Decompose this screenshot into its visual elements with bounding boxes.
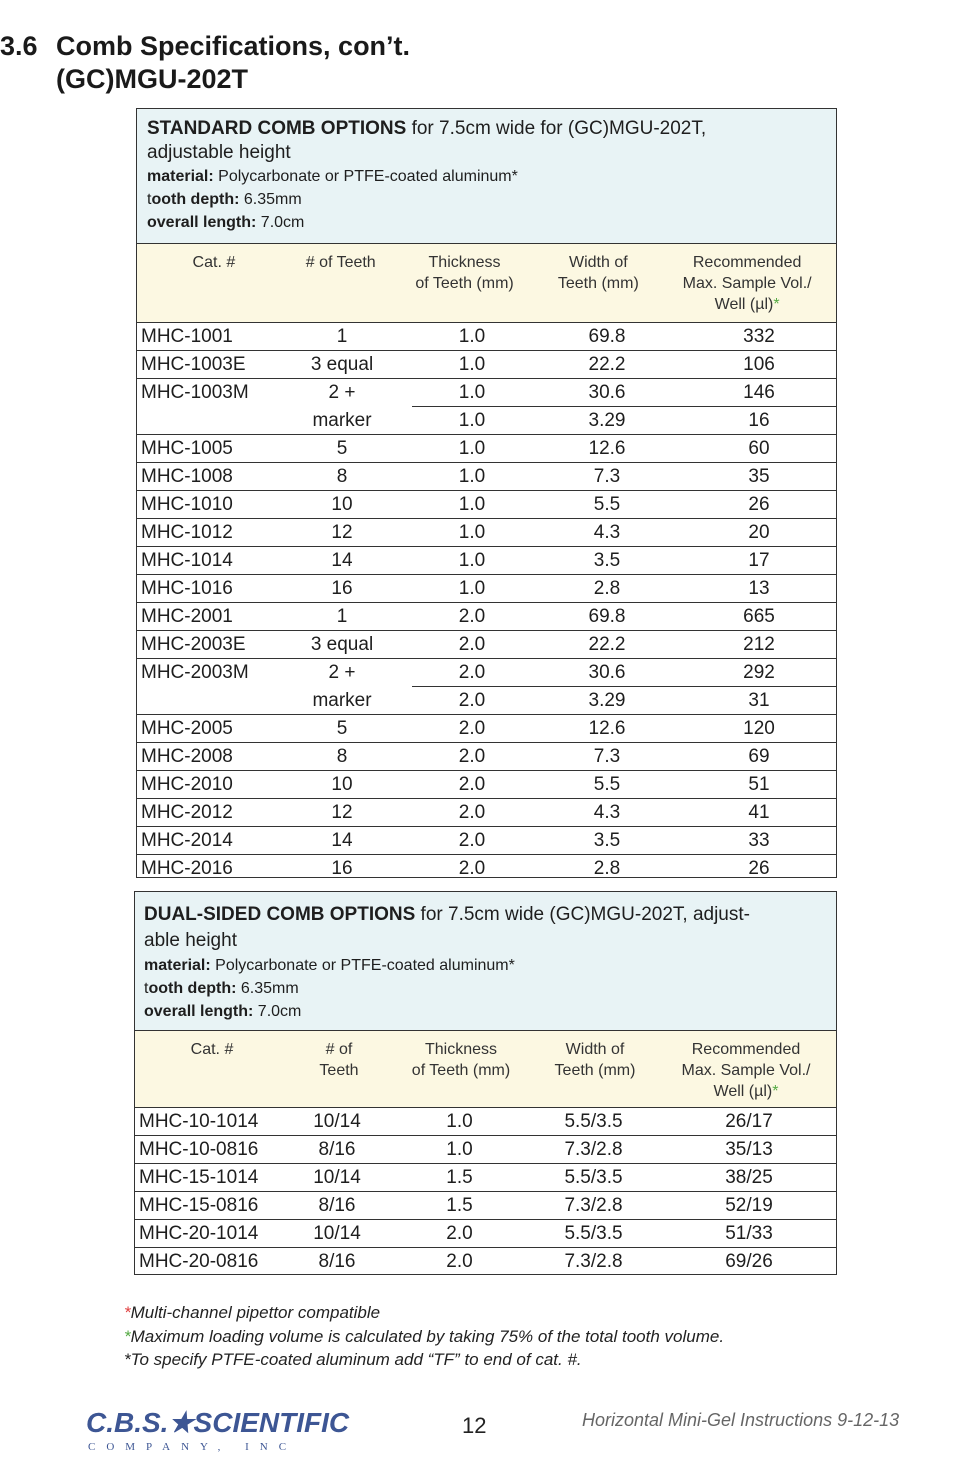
width-cell: 3.5: [532, 547, 682, 575]
standard-comb-table: [136, 108, 837, 878]
thickness-cell: 1.5: [394, 1164, 525, 1192]
thickness-cell: 1.0: [412, 379, 532, 407]
width-cell: 5.5/3.5: [525, 1220, 662, 1248]
cat-number-cell: [137, 687, 272, 715]
teeth-cell: 1: [272, 603, 412, 631]
width-cell: 12.6: [532, 715, 682, 743]
thickness-cell: 1.0: [412, 435, 532, 463]
volume-cell: 212: [682, 631, 836, 659]
cat-number-cell: MHC-2012: [137, 799, 272, 827]
teeth-cell: 8: [272, 463, 412, 491]
thickness-cell: 1.0: [412, 519, 532, 547]
width-cell: 4.3: [532, 799, 682, 827]
teeth-cell: 16: [272, 575, 412, 603]
table-row: [137, 407, 836, 435]
teeth-cell: 10/14: [280, 1108, 394, 1136]
dual-data-table: [135, 1108, 836, 1275]
table-row: [137, 799, 836, 827]
section-number: 3.6: [0, 31, 38, 61]
standard-data-table: [137, 323, 836, 882]
thickness-cell: 1.0: [412, 547, 532, 575]
width-cell: 5.5/3.5: [525, 1108, 662, 1136]
thickness-cell: 1.0: [412, 407, 532, 435]
volume-cell: 332: [682, 323, 836, 351]
material-line: material: Polycarbonate or PTFE-coated aluminum*: [144, 957, 515, 974]
volume-cell: 51/33: [662, 1220, 836, 1248]
teeth-cell: marker: [272, 687, 412, 715]
standard-column-headers: [137, 244, 836, 323]
volume-cell: 665: [682, 603, 836, 631]
dual-column-headers: [135, 1031, 836, 1108]
standard-comb-title: STANDARD COMB OPTIONS for 7.5cm wide for (GC)MGU-202T,: [147, 118, 707, 139]
thickness-cell: 1.0: [412, 491, 532, 519]
thickness-cell: 2.0: [412, 659, 532, 687]
col-thickness-header: Thickness of Teeth (mm): [411, 1041, 511, 1079]
thickness-cell: 1.0: [412, 351, 532, 379]
teeth-cell: 16: [331, 858, 353, 879]
table-row: [135, 1192, 836, 1220]
volume-cell: 33: [682, 827, 836, 855]
section-title: Comb Specifications, con’t.: [56, 31, 411, 61]
width-cell: 7.3: [532, 743, 682, 771]
cat-number-cell: MHC-1005: [137, 435, 272, 463]
volume-cell: 16: [682, 407, 836, 435]
table-row: [137, 631, 836, 659]
footnote-max-volume: *Maximum loading volume is calculated by taking 75% of the total tooth volume.: [124, 1326, 725, 1346]
cat-number-cell: MHC-15-0816: [135, 1192, 280, 1220]
teeth-cell: marker: [272, 407, 412, 435]
cat-number-cell: [137, 407, 272, 435]
teeth-cell: 10/14: [280, 1164, 394, 1192]
thickness-cell: 2.0: [412, 799, 532, 827]
table-row: [135, 1136, 836, 1164]
table-row: [137, 323, 836, 351]
cbs-scientific-logo: C.B.S.★SCIENTIFIC COMPANY, INC: [86, 1407, 350, 1453]
teeth-cell: 14: [272, 827, 412, 855]
volume-cell: 292: [682, 659, 836, 687]
table-row: [137, 771, 836, 799]
thickness-cell: 2.0: [412, 771, 532, 799]
volume-cell: 17: [682, 547, 836, 575]
thickness-cell: 2.0: [446, 1251, 473, 1272]
col-width-header: Width of Teeth (mm): [554, 1041, 636, 1079]
table-row: [135, 1108, 836, 1136]
width-cell: 7.3/2.8: [564, 1251, 623, 1272]
thickness-cell: 1.0: [412, 463, 532, 491]
width-cell: 69.8: [532, 603, 682, 631]
thickness-cell: 2.0: [412, 715, 532, 743]
width-cell: 4.3: [532, 519, 682, 547]
volume-cell: 146: [682, 379, 836, 407]
footnote-pipettor: *Multi-channel pipettor compatible: [124, 1303, 381, 1322]
width-cell: 5.5: [532, 771, 682, 799]
dual-comb-title: DUAL-SIDED COMB OPTIONS for 7.5cm wide (GC)MGU-202T, adjust-: [144, 904, 750, 925]
volume-cell: 35/13: [662, 1136, 836, 1164]
table-row: [135, 1248, 836, 1276]
thickness-cell: 1.0: [412, 575, 532, 603]
width-cell: 22.2: [532, 631, 682, 659]
page-number: 12: [462, 1413, 487, 1438]
table-row: [135, 1164, 836, 1192]
width-cell: 3.5: [532, 827, 682, 855]
section-subtitle: (GC)MGU-202T: [56, 64, 249, 94]
col-width-header: Width of Teeth (mm): [557, 254, 639, 292]
thickness-cell: 1.0: [394, 1108, 525, 1136]
width-cell: 22.2: [532, 351, 682, 379]
volume-cell: 69: [682, 743, 836, 771]
col-thickness-header: Thickness of Teeth (mm): [415, 254, 514, 292]
volume-cell: 120: [682, 715, 836, 743]
teeth-cell: 8/16: [280, 1136, 394, 1164]
col-recommended-header: Recommended Max. Sample Vol./ Well (µl)*: [681, 1041, 811, 1100]
tooth-depth-line: tooth depth: 6.35mm: [147, 191, 302, 208]
table-row: [137, 827, 836, 855]
width-cell: 2.8: [532, 575, 682, 603]
table-row: [137, 575, 836, 603]
thickness-cell: 1.0: [394, 1136, 525, 1164]
width-cell: 3.29: [532, 407, 682, 435]
teeth-cell: 2 +: [328, 382, 356, 404]
teeth-cell: 12: [272, 519, 412, 547]
cat-number-cell: MHC-20-0816: [139, 1251, 259, 1272]
thickness-cell: 2.0: [412, 687, 532, 715]
cat-number-cell: MHC-1010: [137, 491, 272, 519]
thickness-cell: 1.0: [412, 323, 532, 351]
teeth-cell: 5: [272, 435, 412, 463]
width-cell: 2.8: [593, 858, 621, 879]
table-row: [135, 1220, 836, 1248]
col-cat-header: Cat. #: [190, 1041, 234, 1058]
table-row: [137, 687, 836, 715]
volume-cell: 35: [682, 463, 836, 491]
thickness-cell: 2.0: [394, 1220, 525, 1248]
volume-cell: 31: [682, 687, 836, 715]
teeth-cell: 2 +: [328, 662, 356, 684]
cat-number-cell: MHC-1014: [137, 547, 272, 575]
cat-number-cell: MHC-20-1014: [135, 1220, 280, 1248]
width-cell: 5.5/3.5: [525, 1164, 662, 1192]
width-cell: 7.3/2.8: [525, 1136, 662, 1164]
teeth-cell: 10: [272, 771, 412, 799]
width-cell: 30.6: [532, 659, 682, 687]
table-row: [137, 715, 836, 743]
volume-cell: 38/25: [662, 1164, 836, 1192]
thickness-cell: 2.0: [412, 743, 532, 771]
cat-number-cell: MHC-10-0816: [135, 1136, 280, 1164]
cat-number-cell: MHC-1003M: [141, 382, 249, 404]
cat-number-cell: MHC-2003E: [137, 631, 272, 659]
cat-number-cell: MHC-1001: [137, 323, 272, 351]
cat-number-cell: MHC-2008: [137, 743, 272, 771]
teeth-cell: 1: [272, 323, 412, 351]
volume-cell: 51: [682, 771, 836, 799]
table-row: [137, 491, 836, 519]
table-row: [137, 603, 836, 631]
table-row: [137, 547, 836, 575]
cat-number-cell: MHC-2003M: [141, 662, 249, 684]
teeth-cell: 8/16: [280, 1192, 394, 1220]
cat-number-cell: MHC-1008: [137, 463, 272, 491]
width-cell: 5.5: [532, 491, 682, 519]
volume-cell: 41: [682, 799, 836, 827]
volume-cell: 69/26: [725, 1251, 773, 1272]
col-teeth-header: # of Teeth: [319, 1041, 359, 1079]
cat-number-cell: MHC-2005: [137, 715, 272, 743]
volume-cell: 20: [682, 519, 836, 547]
thickness-cell: 2.0: [412, 603, 532, 631]
overall-length-line: overall length: 7.0cm: [144, 1003, 302, 1020]
thickness-cell: 2.0: [412, 631, 532, 659]
cat-number-cell: MHC-2010: [137, 771, 272, 799]
teeth-cell: 14: [272, 547, 412, 575]
cat-number-cell: MHC-1016: [137, 575, 272, 603]
volume-cell: 106: [682, 351, 836, 379]
volume-cell: 60: [682, 435, 836, 463]
teeth-cell: 10/14: [280, 1220, 394, 1248]
document-title: Horizontal Mini-Gel Instructions 9-12-13: [582, 1410, 900, 1430]
cat-number-cell: MHC-2001: [137, 603, 272, 631]
teeth-cell: 3 equal: [272, 351, 412, 379]
material-line: material: Polycarbonate or PTFE-coated aluminum*: [147, 168, 518, 185]
tooth-depth-line: tooth depth: 6.35mm: [144, 980, 299, 997]
standard-comb-title-cont: adjustable height: [147, 142, 291, 163]
width-cell: 30.6: [532, 379, 682, 407]
volume-cell: 26/17: [662, 1108, 836, 1136]
teeth-cell: 3 equal: [272, 631, 412, 659]
table-row: [137, 379, 836, 407]
dual-comb-header: [135, 892, 836, 1031]
thickness-cell: 2.0: [412, 827, 532, 855]
table-row: [137, 743, 836, 771]
dual-comb-table: [134, 891, 837, 1275]
cat-number-cell: MHC-15-1014: [135, 1164, 280, 1192]
thickness-cell: 2.0: [458, 858, 486, 879]
width-cell: 12.6: [532, 435, 682, 463]
footnote-ptfe: *To specify PTFE-coated aluminum add “TF” to end of cat. #.: [124, 1350, 582, 1369]
volume-cell: 26: [748, 858, 770, 879]
standard-comb-header: [137, 109, 836, 244]
cat-number-cell: MHC-2016: [141, 858, 233, 879]
volume-cell: 52/19: [662, 1192, 836, 1220]
overall-length-line: overall length: 7.0cm: [147, 214, 305, 231]
width-cell: 69.8: [532, 323, 682, 351]
teeth-cell: 5: [272, 715, 412, 743]
col-cat-header: Cat. #: [192, 254, 236, 271]
footnotes: [124, 1301, 724, 1372]
table-row: [137, 519, 836, 547]
cat-number-cell: MHC-10-1014: [135, 1108, 280, 1136]
table-row: [137, 463, 836, 491]
col-teeth-header: # of Teeth: [305, 254, 376, 271]
green-asterisk: *: [773, 296, 780, 313]
volume-cell: 13: [682, 575, 836, 603]
cat-number-cell: MHC-1003E: [137, 351, 272, 379]
table-row: [137, 351, 836, 379]
table-row: [137, 855, 836, 883]
table-row: [137, 435, 836, 463]
cat-number-cell: MHC-2014: [137, 827, 272, 855]
table-row: [137, 659, 836, 687]
dual-comb-title-cont: able height: [144, 930, 237, 951]
teeth-cell: 8/16: [318, 1251, 356, 1272]
col-recommended-header: Recommended Max. Sample Vol./ Well (µl)*: [682, 254, 812, 313]
teeth-cell: 8: [272, 743, 412, 771]
width-cell: 7.3: [532, 463, 682, 491]
teeth-cell: 12: [272, 799, 412, 827]
width-cell: 7.3/2.8: [525, 1192, 662, 1220]
teeth-cell: 10: [272, 491, 412, 519]
volume-cell: 26: [682, 491, 836, 519]
green-asterisk: *: [772, 1083, 779, 1100]
thickness-cell: 1.5: [394, 1192, 525, 1220]
cat-number-cell: MHC-1012: [137, 519, 272, 547]
width-cell: 3.29: [532, 687, 682, 715]
